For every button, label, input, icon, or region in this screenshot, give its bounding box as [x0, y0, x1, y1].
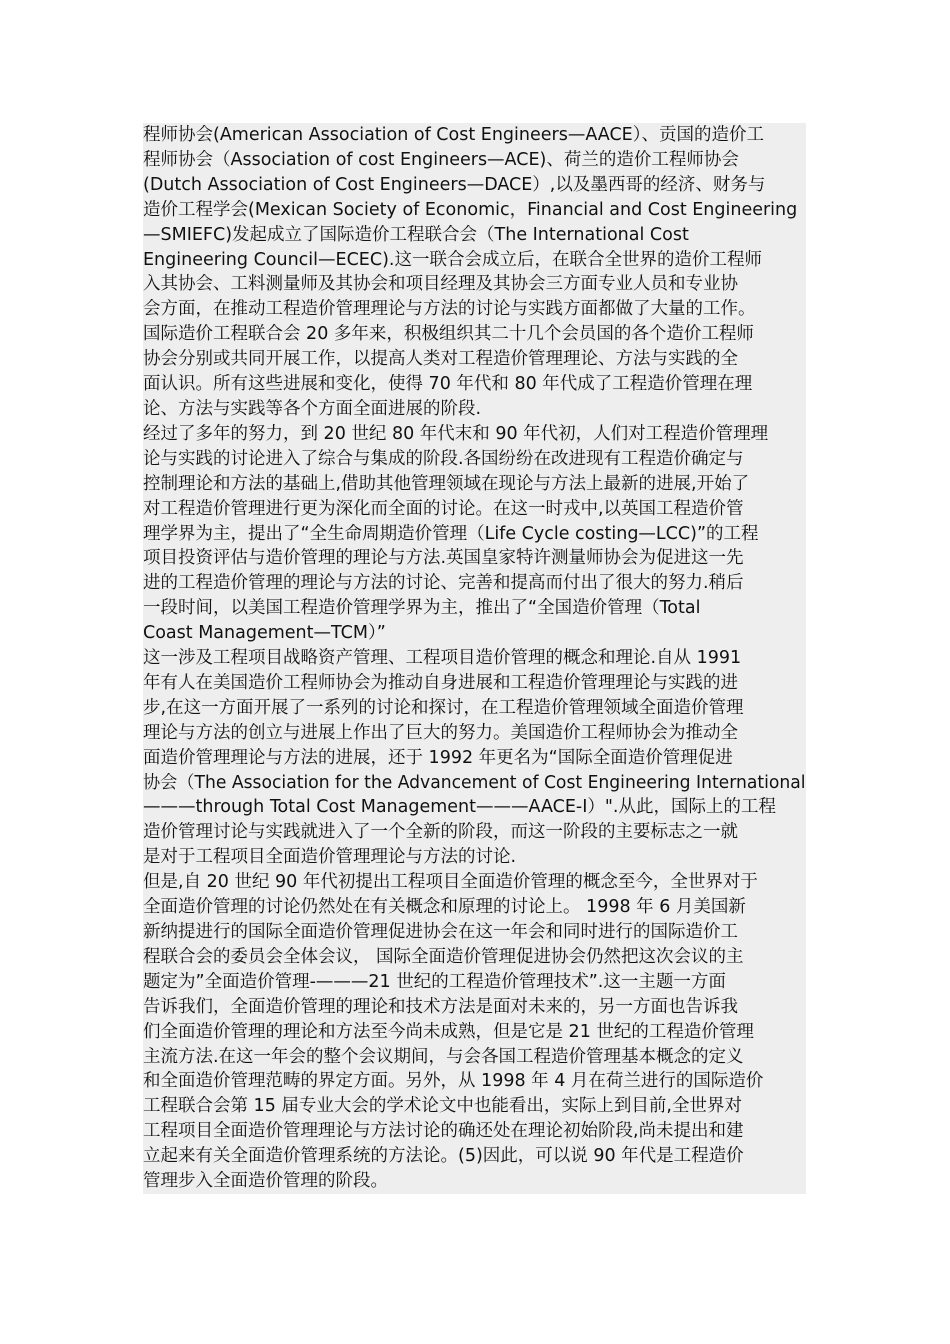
text-line: 理论与方法的创立与进展上作出了巨大的努力。美国造价工程师协会为推动全 [143, 722, 738, 743]
text-line: 造价工程学会(Mexican Society of Economic，Financial and Cost Engineering [143, 199, 798, 220]
text-line: 年有人在美国造价工程师协会为推动自身进展和工程造价管理理论与实践的进 [143, 672, 738, 693]
text-line: ———through Total Cost Management———AACE-I）".从此，国际上的工程 [143, 797, 776, 818]
text-line: 协会分别或共同开展工作，以提高人类对工程造价管理理论、方法与实践的全 [143, 349, 738, 370]
text-line: 一段时间，以美国工程造价管理学界为主，推出了“全国造价管理（Total [143, 598, 701, 619]
text-line: Engineering Council—ECEC).这一联合会成立后，在联合全世界的造价工程师 [143, 249, 762, 270]
text-line: —SMIEFC)发起成立了国际造价工程联合会（The International Cost [143, 224, 689, 245]
text-line: 面造价管理理论与方法的进展，还于 1992 年更名为“国际全面造价管理促进 [143, 747, 733, 768]
text-line: 管理步入全面造价管理的阶段。 [143, 1171, 388, 1192]
text-line: 工程联合会第 15 届专业大会的学术论文中也能看出，实际上到目前,全世界对 [143, 1096, 742, 1117]
text-line: Coast Management—TCM）” [143, 623, 386, 644]
text-line: 控制理论和方法的基础上,借助其他管理领域在现论与方法上最新的进展,开始了 [143, 473, 750, 494]
text-line: 论与实践的讨论进入了综合与集成的阶段.各国纷纷在改进现有工程造价确定与 [143, 448, 744, 469]
text-line: 题定为”全面造价管理-———21 世纪的工程造价管理技术”.这一主题一方面 [143, 971, 726, 992]
body-text [143, 123, 806, 1194]
text-line: 全面造价管理的讨论仍然处在有关概念和原理的讨论上。 1998 年 6 月美国新 [143, 897, 746, 918]
text-line: 是对于工程项目全面造价管理理论与方法的讨论. [143, 847, 517, 868]
text-line: 步,在这一方面开展了一系列的讨论和探讨，在工程造价管理领域全面造价管理 [143, 697, 744, 718]
text-line: 主流方法.在这一年会的整个会议期间，与会各国工程造价管理基本概念的定义 [143, 1046, 744, 1067]
text-line: 进的工程造价管理的理论与方法的讨论、完善和提高而付出了很大的努力.稍后 [143, 573, 744, 594]
text-line: 告诉我们，全面造价管理的理论和技术方法是面对未来的，另一方面也告诉我 [143, 996, 738, 1017]
text-line: 协会（The Association for the Advancement of Cost Engineering International [143, 772, 806, 793]
text-line: 们全面造价管理的理论和方法至今尚未成熟，但是它是 21 世纪的工程造价管理 [143, 1021, 754, 1042]
text-line: 程师协会(American Association of Cost Engineers—AACE）、贡国的造价工 [143, 125, 764, 145]
text-line: 经过了多年的努力，到 20 世纪 80 年代末和 90 年代初，人们对工程造价管理理 [143, 423, 769, 444]
text-line: 但是,自 20 世纪 90 年代初提出工程项目全面造价管理的概念至今，全世界对于 [143, 872, 758, 893]
text-line: 会方面，在推动工程造价管理理论与方法的讨论与实践方面都做了大量的工作。 [143, 299, 756, 320]
text-line: 工程项目全面造价管理理论与方法讨论的确还处在理论初始阶段,尚未提出和建 [143, 1121, 744, 1142]
text-line: 和全面造价管理范畴的界定方面。另外，从 1998 年 4 月在荷兰进行的国际造价 [143, 1071, 764, 1092]
text-line: 入其协会、工料测量师及其协会和项目经理及其协会三方面专业人员和专业协 [143, 274, 738, 295]
text-line: 对工程造价管理进行更为深化而全面的讨论。在这一时戎中,以英国工程造价管 [143, 498, 744, 519]
text-line: 程联合会的委员会全体会议， 国际全面造价管理促进协会仍然把这次会议的主 [143, 946, 744, 967]
text-line: 立起来有关全面造价管理系统的方法论。(5)因此，可以说 90 年代是工程造价 [143, 1146, 744, 1167]
text-line: 新纳提进行的国际全面造价管理促进协会在这一年会和同时进行的国际造价工 [143, 922, 738, 942]
text-line: 造价管理讨论与实践就进入了一个全新的阶段，而这一阶段的主要标志之一就 [143, 822, 738, 843]
text-line: 理学界为主，提出了“全生命周期造价管理（Life Cycle costing—LCC)”的工程 [143, 523, 759, 544]
text-line: 论、方法与实践等各个方面全面进展的阶段. [143, 398, 482, 419]
text-line: 这一涉及工程项目战略资产管理、工程项目造价管理的概念和理论.自从 1991 [143, 648, 742, 669]
text-line: 程师协会（Association of cost Engineers—ACE)、荷兰的造价工程师协会 [143, 149, 739, 170]
text-line: 国际造价工程联合会 20 多年来，积极组织其二十几个会员国的各个造价工程师 [143, 324, 754, 345]
text-line: (Dutch Association of Cost Engineers—DACE）,以及墨西哥的经济、财务与 [143, 174, 766, 195]
text-line: 面认识。所有这些进展和变化，使得 70 年代和 80 年代成了工程造价管理在理 [143, 374, 753, 395]
text-line: 项目投资评估与造价管理的理论与方法.英国皇家特许测量师协会为促进这一先 [143, 548, 744, 569]
